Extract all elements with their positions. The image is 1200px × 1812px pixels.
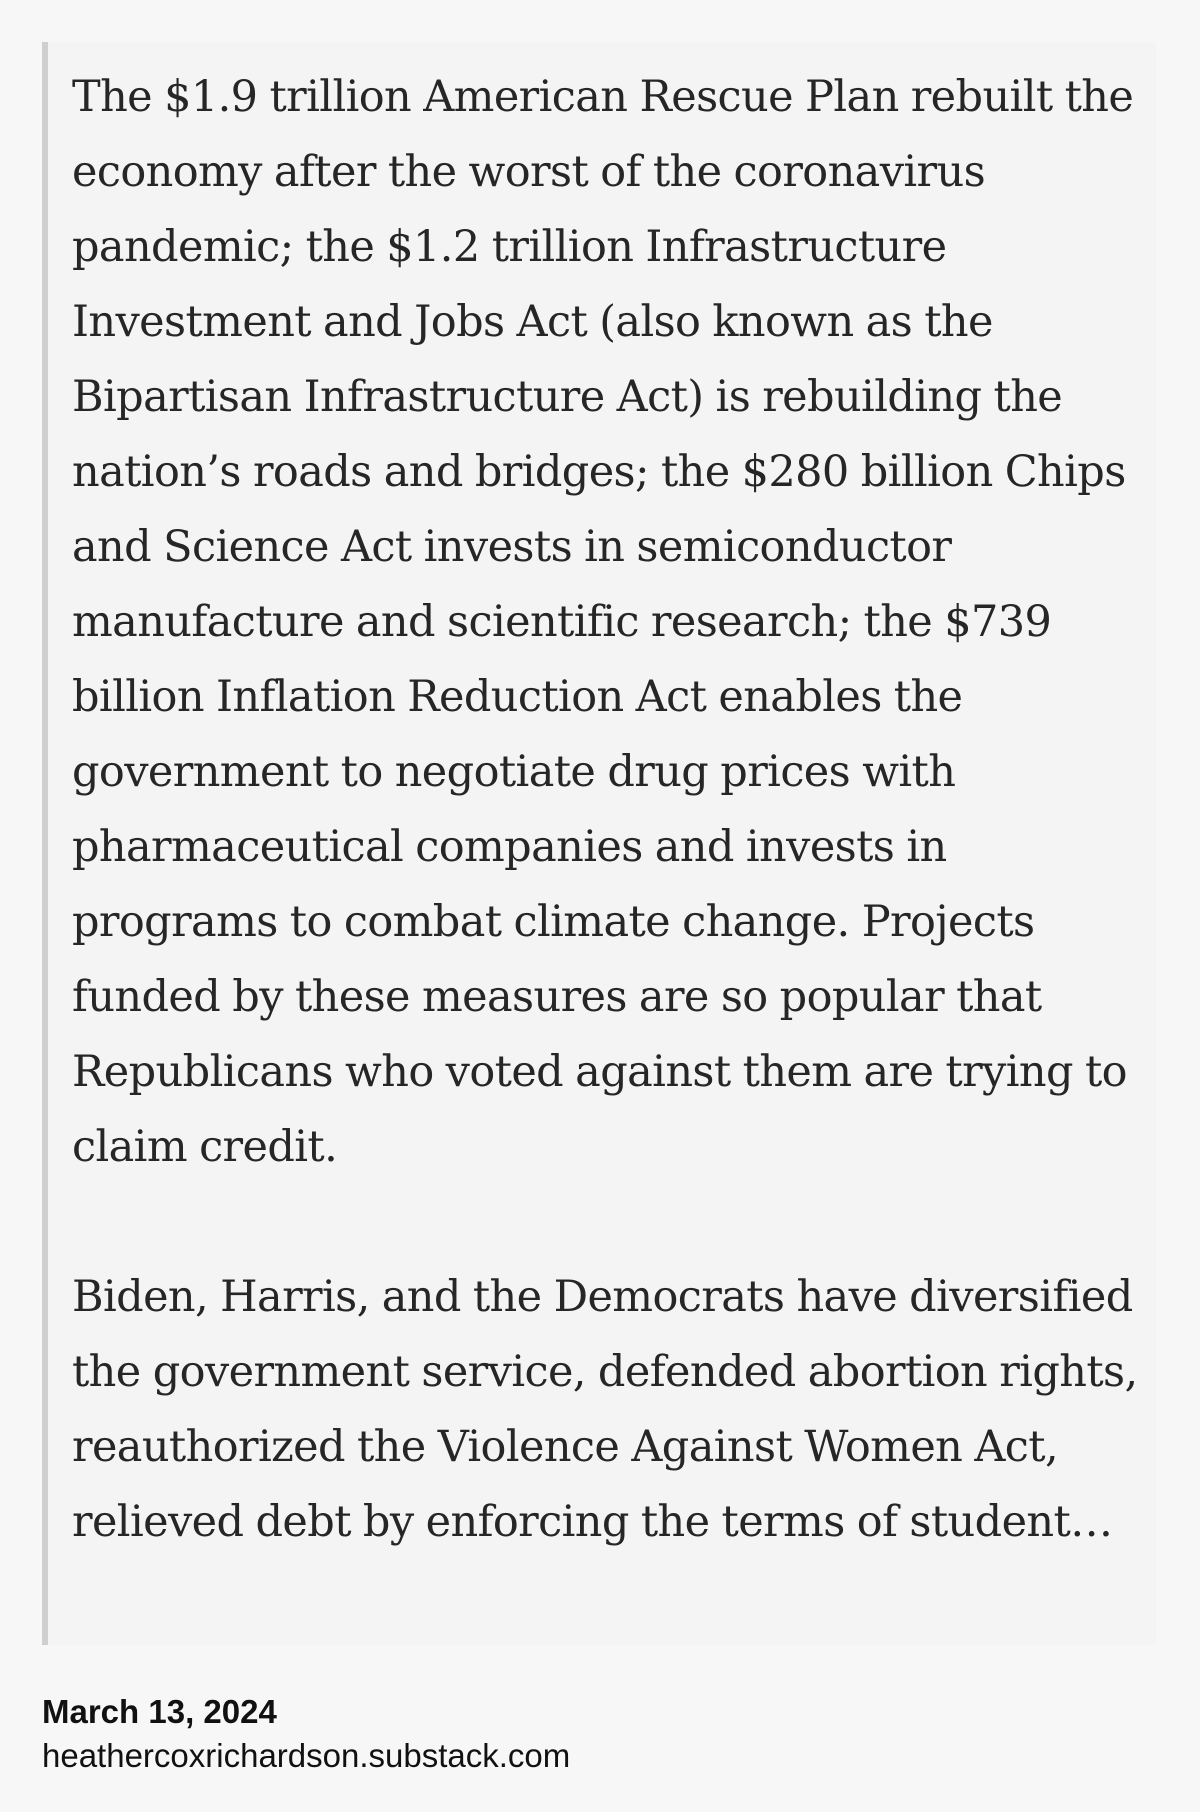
post-meta [42, 1690, 1042, 1778]
post-date: March 13, 2024 [42, 1693, 277, 1730]
blockquote [42, 42, 1156, 1645]
quote-paragraph-2: Biden, Harris, and the Democrats have diversified the government service, defended abortion rights, reauthorized the Violence Against Women Act, relieved debt by enforcing the terms of student… [72, 1272, 1138, 1547]
source-link[interactable]: heathercoxrichardson.substack.com [42, 1737, 571, 1774]
quote-paragraph-1: The $1.9 trillion American Rescue Plan rebuilt the economy after the worst of the coronavirus pandemic; the $1.2 trillion Infrastructure Investment and Jobs Act (also known as the Bipartisan Infrastructure Act) is rebuilding the nation’s roads and bridges; the $280 billion Chips and Science Act invests in semiconductor manufacture and scientific research; the $739 billion Inflation Reduction Act enables the government to negotiate drug prices with pharmaceutical companies and invests in programs to combat climate change. Projects funded by these measures are so popular that Republicans who voted against them are trying to claim credit. [72, 72, 1134, 1172]
